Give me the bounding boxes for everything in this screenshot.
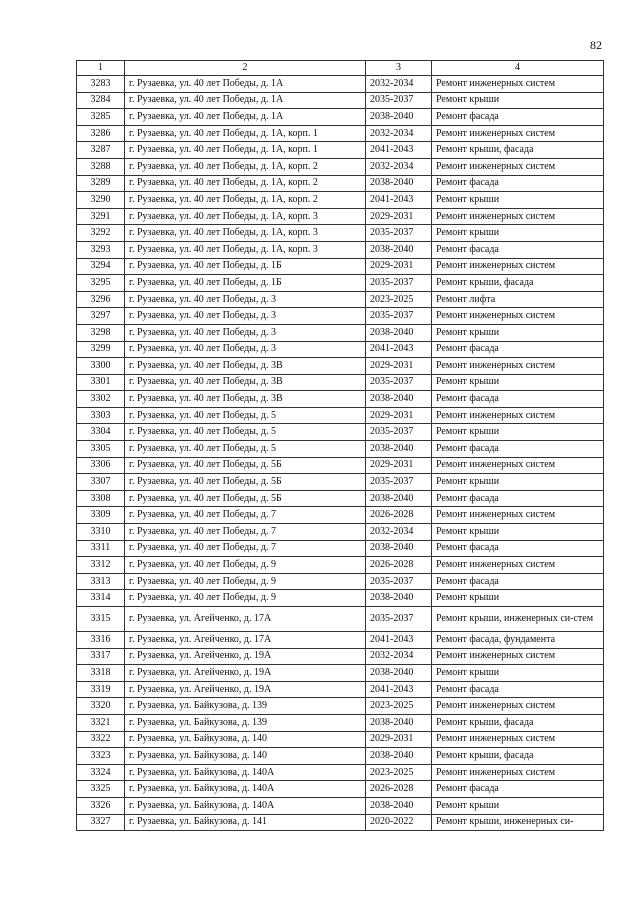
table-row [77,632,604,649]
work-type-cell: Ремонт инженерных систем [432,648,604,665]
work-type-cell: Ремонт фасада [432,490,604,507]
row-number: 3311 [77,540,125,557]
table-row [77,681,604,698]
work-type-cell: Ремонт крыши [432,797,604,814]
row-number: 3317 [77,648,125,665]
row-number: 3307 [77,474,125,491]
period-cell: 2038-2040 [366,391,432,408]
table-row [77,76,604,93]
work-type-cell: Ремонт фасада [432,109,604,126]
row-number: 3289 [77,175,125,192]
address-cell: г. Рузаевка, ул. 40 лет Победы, д. 5Б [125,457,366,474]
table-row [77,457,604,474]
work-type-cell: Ремонт инженерных систем [432,208,604,225]
table-row [77,125,604,142]
table-row [77,158,604,175]
row-number: 3320 [77,698,125,715]
period-cell: 2038-2040 [366,241,432,258]
address-cell: г. Рузаевка, ул. 40 лет Победы, д. 1А, корп. 3 [125,208,366,225]
period-cell: 2038-2040 [366,797,432,814]
work-type-cell: Ремонт крыши, фасада [432,142,604,159]
work-type-cell: Ремонт крыши, фасада [432,748,604,765]
work-type-cell: Ремонт крыши [432,424,604,441]
table-row [77,407,604,424]
row-number: 3325 [77,781,125,798]
row-number: 3301 [77,374,125,391]
row-number: 3324 [77,764,125,781]
work-type-cell: Ремонт фасада [432,391,604,408]
table-row [77,241,604,258]
work-type-cell: Ремонт фасада [432,241,604,258]
table-row [77,507,604,524]
address-cell: г. Рузаевка, ул. 40 лет Победы, д. 3В [125,358,366,375]
table-row [77,208,604,225]
row-number: 3308 [77,490,125,507]
row-number: 3285 [77,109,125,126]
period-cell: 2038-2040 [366,175,432,192]
work-type-cell: Ремонт фасада [432,175,604,192]
period-cell: 2041-2043 [366,192,432,209]
address-cell: г. Рузаевка, ул. 40 лет Победы, д. 1А, корп. 1 [125,125,366,142]
work-type-cell: Ремонт инженерных систем [432,698,604,715]
address-cell: г. Рузаевка, ул. 40 лет Победы, д. 1Б [125,258,366,275]
table-row [77,374,604,391]
table-row [77,142,604,159]
work-type-cell: Ремонт крыши [432,92,604,109]
row-number: 3321 [77,714,125,731]
table-row [77,441,604,458]
work-type-cell: Ремонт крыши [432,192,604,209]
work-type-cell: Ремонт инженерных систем [432,308,604,325]
address-cell: г. Рузаевка, ул. 40 лет Победы, д. 9 [125,573,366,590]
address-cell: г. Рузаевка, ул. Байкузова, д. 140А [125,797,366,814]
period-cell: 2038-2040 [366,109,432,126]
table-row [77,814,604,831]
row-number: 3293 [77,241,125,258]
work-type-cell: Ремонт крыши, фасада [432,275,604,292]
address-cell: г. Рузаевка, ул. Байкузова, д. 141 [125,814,366,831]
row-number: 3284 [77,92,125,109]
table-row [77,474,604,491]
table-row [77,358,604,375]
row-number: 3296 [77,291,125,308]
work-type-cell: Ремонт лифта [432,291,604,308]
address-cell: г. Рузаевка, ул. Байкузова, д. 140А [125,781,366,798]
address-cell: г. Рузаевка, ул. 40 лет Победы, д. 5Б [125,490,366,507]
period-cell: 2035-2037 [366,607,432,632]
address-cell: г. Рузаевка, ул. 40 лет Победы, д. 1А, корп. 3 [125,225,366,242]
table-row [77,797,604,814]
row-number: 3310 [77,524,125,541]
address-cell: г. Рузаевка, ул. 40 лет Победы, д. 7 [125,540,366,557]
period-cell: 2041-2043 [366,341,432,358]
work-type-cell: Ремонт фасада [432,681,604,698]
row-number: 3286 [77,125,125,142]
row-number: 3314 [77,590,125,607]
period-cell: 2032-2034 [366,524,432,541]
address-cell: г. Рузаевка, ул. 40 лет Победы, д. 1А, корп. 2 [125,192,366,209]
table-row [77,291,604,308]
table-row [77,748,604,765]
work-type-cell: Ремонт инженерных систем [432,358,604,375]
address-cell: г. Рузаевка, ул. 40 лет Победы, д. 5 [125,441,366,458]
table-row [77,731,604,748]
work-type-cell: Ремонт фасада [432,441,604,458]
period-cell: 2023-2025 [366,291,432,308]
table-row [77,698,604,715]
row-number: 3326 [77,797,125,814]
table-row [77,424,604,441]
table-row [77,648,604,665]
period-cell: 2035-2037 [366,308,432,325]
address-cell: г. Рузаевка, ул. 40 лет Победы, д. 1Б [125,275,366,292]
address-cell: г. Рузаевка, ул. 40 лет Победы, д. 3В [125,374,366,391]
row-number: 3295 [77,275,125,292]
table-row [77,714,604,731]
period-cell: 2032-2034 [366,76,432,93]
row-number: 3306 [77,457,125,474]
row-number: 3300 [77,358,125,375]
address-cell: г. Рузаевка, ул. 40 лет Победы, д. 1А [125,76,366,93]
work-type-cell: Ремонт инженерных систем [432,457,604,474]
row-number: 3287 [77,142,125,159]
header-row [77,61,604,76]
row-number: 3294 [77,258,125,275]
column-header-number: 1 [77,61,125,76]
table-row [77,324,604,341]
work-type-cell: Ремонт крыши [432,590,604,607]
row-number: 3291 [77,208,125,225]
work-type-cell: Ремонт инженерных систем [432,76,604,93]
row-number: 3316 [77,632,125,649]
period-cell: 2038-2040 [366,490,432,507]
table-body [77,76,604,831]
address-cell: г. Рузаевка, ул. Байкузова, д. 140 [125,748,366,765]
period-cell: 2038-2040 [366,324,432,341]
address-cell: г. Рузаевка, ул. 40 лет Победы, д. 9 [125,557,366,574]
work-type-cell: Ремонт крыши [432,324,604,341]
table-row [77,391,604,408]
period-cell: 2029-2031 [366,731,432,748]
address-cell: г. Рузаевка, ул. Байкузова, д. 140А [125,764,366,781]
address-cell: г. Рузаевка, ул. 40 лет Победы, д. 3 [125,341,366,358]
table-row [77,175,604,192]
column-header-period: 3 [366,61,432,76]
address-cell: г. Рузаевка, ул. 40 лет Победы, д. 7 [125,507,366,524]
row-number: 3312 [77,557,125,574]
address-cell: г. Рузаевка, ул. 40 лет Победы, д. 1А [125,109,366,126]
period-cell: 2041-2043 [366,681,432,698]
row-number: 3283 [77,76,125,93]
row-number: 3299 [77,341,125,358]
work-type-cell: Ремонт инженерных систем [432,125,604,142]
address-cell: г. Рузаевка, ул. Байкузова, д. 139 [125,714,366,731]
work-type-cell: Ремонт крыши [432,665,604,682]
period-cell: 2023-2025 [366,698,432,715]
row-number: 3303 [77,407,125,424]
period-cell: 2035-2037 [366,474,432,491]
period-cell: 2026-2028 [366,781,432,798]
address-cell: г. Рузаевка, ул. 40 лет Победы, д. 3 [125,308,366,325]
work-type-cell: Ремонт инженерных систем [432,507,604,524]
period-cell: 2038-2040 [366,714,432,731]
column-header-address: 2 [125,61,366,76]
work-type-cell: Ремонт крыши [432,225,604,242]
table-row [77,573,604,590]
work-type-cell: Ремонт фасада [432,573,604,590]
work-type-cell: Ремонт крыши [432,374,604,391]
period-cell: 2035-2037 [366,424,432,441]
work-type-cell: Ремонт фасада, фундамента [432,632,604,649]
work-type-cell: Ремонт инженерных систем [432,764,604,781]
period-cell: 2032-2034 [366,125,432,142]
table-row [77,109,604,126]
work-type-cell: Ремонт крыши, инженерных си-стем [432,607,604,632]
table-row [77,607,604,632]
period-cell: 2035-2037 [366,275,432,292]
period-cell: 2041-2043 [366,142,432,159]
work-type-cell: Ремонт фасада [432,341,604,358]
period-cell: 2038-2040 [366,748,432,765]
table-row [77,490,604,507]
period-cell: 2020-2022 [366,814,432,831]
row-number: 3318 [77,665,125,682]
row-number: 3327 [77,814,125,831]
period-cell: 2026-2028 [366,557,432,574]
work-type-cell: Ремонт фасада [432,781,604,798]
address-cell: г. Рузаевка, ул. Байкузова, д. 139 [125,698,366,715]
table-row [77,764,604,781]
address-cell: г. Рузаевка, ул. 40 лет Победы, д. 1А, корп. 3 [125,241,366,258]
work-type-cell: Ремонт фасада [432,540,604,557]
address-cell: г. Рузаевка, ул. 40 лет Победы, д. 5Б [125,474,366,491]
table-row [77,225,604,242]
row-number: 3304 [77,424,125,441]
period-cell: 2041-2043 [366,632,432,649]
row-number: 3302 [77,391,125,408]
row-number: 3290 [77,192,125,209]
row-number: 3288 [77,158,125,175]
period-cell: 2026-2028 [366,507,432,524]
period-cell: 2023-2025 [366,764,432,781]
address-cell: г. Рузаевка, ул. Агейченко, д. 19А [125,648,366,665]
row-number: 3309 [77,507,125,524]
table-row [77,258,604,275]
row-number: 3319 [77,681,125,698]
address-cell: г. Рузаевка, ул. 40 лет Победы, д. 9 [125,590,366,607]
repair-schedule-table [76,60,604,831]
table-row [77,524,604,541]
period-cell: 2029-2031 [366,407,432,424]
page-number: 82 [590,38,602,52]
period-cell: 2038-2040 [366,540,432,557]
row-number: 3305 [77,441,125,458]
table-row [77,540,604,557]
work-type-cell: Ремонт инженерных систем [432,407,604,424]
period-cell: 2035-2037 [366,573,432,590]
period-cell: 2035-2037 [366,92,432,109]
address-cell: г. Рузаевка, ул. Агейченко, д. 17А [125,632,366,649]
table-row [77,92,604,109]
row-number: 3322 [77,731,125,748]
table-row [77,275,604,292]
work-type-cell: Ремонт инженерных систем [432,158,604,175]
address-cell: г. Рузаевка, ул. 40 лет Победы, д. 3 [125,324,366,341]
work-type-cell: Ремонт инженерных систем [432,557,604,574]
row-number: 3292 [77,225,125,242]
address-cell: г. Рузаевка, ул. Агейченко, д. 19А [125,681,366,698]
period-cell: 2038-2040 [366,441,432,458]
work-type-cell: Ремонт крыши [432,524,604,541]
row-number: 3313 [77,573,125,590]
work-type-cell: Ремонт инженерных систем [432,731,604,748]
address-cell: г. Рузаевка, ул. 40 лет Победы, д. 1А, корп. 2 [125,158,366,175]
period-cell: 2035-2037 [366,374,432,391]
row-number: 3297 [77,308,125,325]
address-cell: г. Рузаевка, ул. 40 лет Победы, д. 1А, корп. 2 [125,175,366,192]
period-cell: 2032-2034 [366,648,432,665]
address-cell: г. Рузаевка, ул. 40 лет Победы, д. 5 [125,407,366,424]
address-cell: г. Рузаевка, ул. 40 лет Победы, д. 1А, корп. 1 [125,142,366,159]
table-row [77,192,604,209]
table-row [77,590,604,607]
address-cell: г. Рузаевка, ул. 40 лет Победы, д. 3 [125,291,366,308]
work-type-cell: Ремонт крыши, фасада [432,714,604,731]
table-row [77,665,604,682]
period-cell: 2029-2031 [366,457,432,474]
column-header-work: 4 [432,61,604,76]
address-cell: г. Рузаевка, ул. Агейченко, д. 17А [125,607,366,632]
work-type-cell: Ремонт крыши, инженерных си- [432,814,604,831]
address-cell: г. Рузаевка, ул. 40 лет Победы, д. 7 [125,524,366,541]
table-row [77,341,604,358]
address-cell: г. Рузаевка, ул. 40 лет Победы, д. 1А [125,92,366,109]
period-cell: 2029-2031 [366,358,432,375]
row-number: 3298 [77,324,125,341]
work-type-cell: Ремонт инженерных систем [432,258,604,275]
table-row [77,557,604,574]
period-cell: 2032-2034 [366,158,432,175]
address-cell: г. Рузаевка, ул. 40 лет Победы, д. 5 [125,424,366,441]
table-row [77,781,604,798]
period-cell: 2035-2037 [366,225,432,242]
address-cell: г. Рузаевка, ул. Байкузова, д. 140 [125,731,366,748]
period-cell: 2038-2040 [366,590,432,607]
period-cell: 2029-2031 [366,258,432,275]
row-number: 3315 [77,607,125,632]
address-cell: г. Рузаевка, ул. Агейченко, д. 19А [125,665,366,682]
work-type-cell: Ремонт крыши [432,474,604,491]
row-number: 3323 [77,748,125,765]
address-cell: г. Рузаевка, ул. 40 лет Победы, д. 3В [125,391,366,408]
period-cell: 2029-2031 [366,208,432,225]
table-row [77,308,604,325]
period-cell: 2038-2040 [366,665,432,682]
